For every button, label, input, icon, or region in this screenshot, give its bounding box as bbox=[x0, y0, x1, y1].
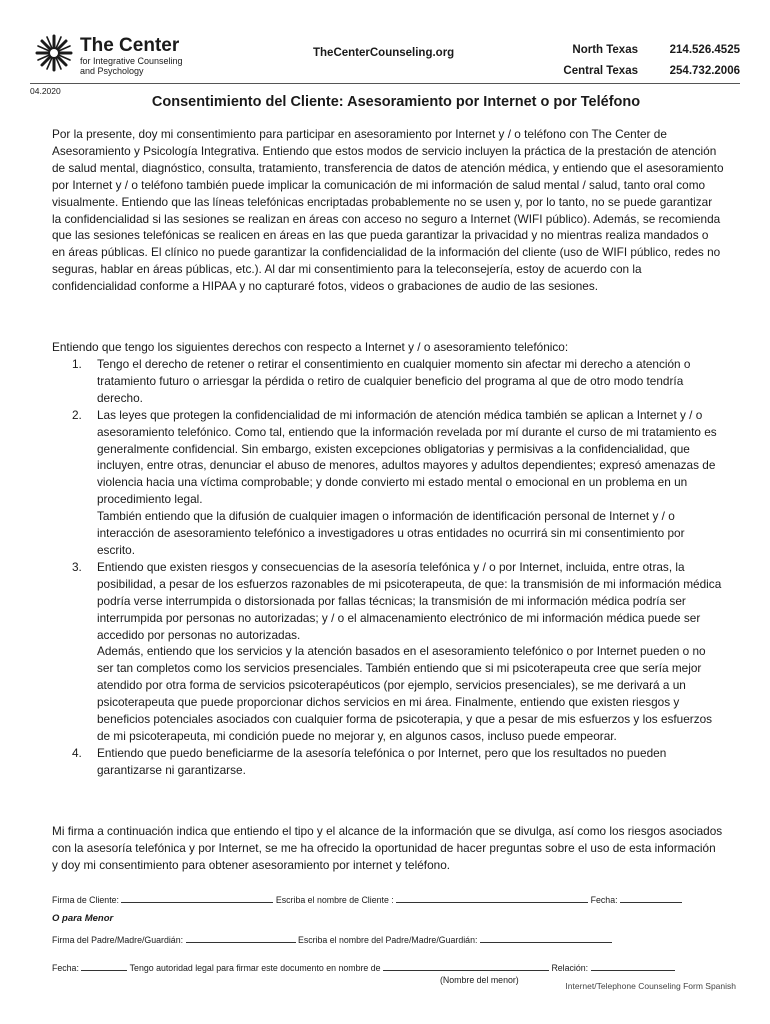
client-name-label: Escriba el nombre de Cliente : bbox=[275, 895, 394, 905]
client-signature-row bbox=[52, 893, 682, 906]
relation-field[interactable] bbox=[591, 961, 675, 971]
client-date-field[interactable] bbox=[620, 893, 682, 903]
list-item bbox=[52, 407, 724, 559]
document-title: Consentimiento del Cliente: Asesoramiento por Internet o por Teléfono bbox=[151, 94, 641, 110]
client-name-field[interactable] bbox=[396, 893, 588, 903]
authority-row bbox=[52, 961, 675, 974]
contact-phone: 254.732.2006 bbox=[669, 65, 740, 77]
list-item-text: Entiendo que existen riesgos y consecuencias de la asesoría telefónica y / o por Internet, incluida, entre otras, la posibilidad, a pesar de los esfuerzos razonables de mi psicoterapeuta, de que: la transmisión de mi información médica podría verse interrumpida o distorsionada por fallas técnicas; la transmisión de mi información médica podría ser interrumpida por personas no autorizadas; y / o el almacenamiento electrónico de mi información médica puede ser accedido por personas no autorizadas. bbox=[97, 559, 722, 642]
center-logo-icon bbox=[34, 33, 74, 73]
guardian-signature-field[interactable] bbox=[186, 933, 296, 943]
contact-region: Central Texas bbox=[563, 65, 638, 77]
list-item-text: Las leyes que protegen la confidencialidad de mi información de atención médica también se aplican a Internet y / o asesoramiento telefónico. Como tal, entiendo que la información revelada por mí durante el curso de mi tratamiento es generalmente confidencial. Sin embargo, existen excepciones obligatorias y permisivas a la confidencialidad, que incluyen, entre otras, denunciar el abuso de menores, adultos mayores y adultos dependientes; expresó amenazas de violencia hacia una víctima comprobable; y donde convierto mi estado mental o emocional en un problema en un procedimiento legal. bbox=[97, 407, 717, 507]
list-item bbox=[52, 745, 724, 779]
closing-paragraph: Mi firma a continuación indica que entiendo el tipo y el alcance de la información que se divulga, así como los riesgos asociados con la asesoría telefónica y por Internet, se me ha ofrecido la oportunidad de hacer preguntas sobre el uso de esta información y doy mi consentimiento para obtener asesoramiento por internet y teléfono. bbox=[52, 824, 723, 872]
list-item-text: Además, entiendo que los servicios y la atención basados en el asesoramiento telefónico o por Internet pueden o no ser tan completos como los servicios presenciales. También entiendo que si mi psicoterapeuta cree que sería mejor atendido por otra forma de servicios psicoterapéuticos (por ejemplo, servicios presenciales), se me derivará a un psicoterapeuta que puede proporcionar dichos servicios en mi área. Finalmente, entiendo que existen riesgos y beneficios potenciales asociados con cualquier forma de psicoterapia, y que a pesar de mis esfuerzos y los esfuerzos de mi psicoterapeuta, mi condición puede no mejorar y, en algunos casos, incluso puede empeorar. bbox=[97, 644, 713, 743]
header-divider bbox=[30, 83, 740, 84]
brand-subtitle-line-2: and Psychology bbox=[80, 66, 144, 76]
contact-central-texas bbox=[563, 61, 740, 82]
form-identifier: Internet/Telephone Counseling Form Spanish bbox=[565, 981, 736, 991]
list-number: 2. bbox=[72, 407, 82, 422]
contact-phone: 214.526.4525 bbox=[669, 44, 740, 56]
authority-statement: Tengo autoridad legal para firmar este documento en nombre de bbox=[129, 963, 381, 973]
list-number: 3. bbox=[72, 559, 82, 574]
minor-name-field[interactable] bbox=[383, 961, 549, 971]
revision-date: 04.2020 bbox=[30, 86, 61, 96]
rights-lead: Entiendo que tengo los siguientes derechos con respecto a Internet y / o asesoramiento telefónico: bbox=[52, 340, 569, 354]
contact-region: North Texas bbox=[572, 44, 638, 56]
contact-north-texas bbox=[563, 40, 740, 61]
relation-label: Relación: bbox=[551, 963, 589, 973]
client-signature-field[interactable] bbox=[121, 893, 273, 903]
rights-list bbox=[52, 356, 724, 779]
guardian-signature-label: Firma del Padre/Madre/Guardián: bbox=[52, 935, 184, 945]
contact-phones bbox=[563, 40, 740, 82]
brand-name: The Center bbox=[80, 35, 180, 56]
minor-date-field[interactable] bbox=[81, 961, 127, 971]
guardian-signature-row bbox=[52, 933, 612, 946]
client-date-label: Fecha: bbox=[590, 895, 618, 905]
client-signature-label: Firma de Cliente: bbox=[52, 895, 119, 905]
brand-subtitle-line-1: for Integrative Counseling bbox=[80, 56, 183, 66]
list-item-text: También entiendo que la difusión de cualquier imagen o información de identificación personal de Internet y / o interacción de asesoramiento telefónico a investigadores u otras entidades no ocurrirá sin mi consentimiento por escrito. bbox=[97, 509, 685, 557]
intro-paragraph: Por la presente, doy mi consentimiento para participar en asesoramiento por Internet y / o teléfono con The Center de Asesoramiento y Psicología Integrativa. Entiendo que estos modos de servicio incluyen la práctica de la prestación de atención de salud mental, diagnóstico, consulta, tratamiento, transferencia de datos de atención médica, y entiendo que el asesoramiento por Internet y / o teléfono también puede implicar la comunicación de mi información de salud mental / salud, tanto oral como visualmente. Entiendo que las líneas telefónicas encriptadas probablemente no se usen y, por lo tanto, no se puede garantizar la confidencialidad si las sesiones se realizan en áreas con acceso no seguro a Internet (WIFI público). Además, se recomienda que las sesiones telefónicas se realicen en áreas en las que pueda garantizar la privacidad y no mientras realiza mandados o en áreas públicas. El clínico no puede garantizar la confidencialidad de la información del cliente (uso de WIFI público, redes no seguras, hablar en áreas públicas, etc.). Al dar mi consentimiento para la teleconsejería, estoy de acuerdo con la confidencialidad conforme a HIPAA y no capturaré fotos, videos o grabaciones de audio de las sesiones. bbox=[52, 127, 724, 294]
guardian-name-label: Escriba el nombre del Padre/Madre/Guardián: bbox=[297, 935, 478, 945]
minor-name-caption: (Nombre del menor) bbox=[440, 975, 519, 985]
list-item-text: Tengo el derecho de retener o retirar el consentimiento en cualquier momento sin afectar mi derecho a atención o tratamiento futuro o arriesgar la pérdida o retiro de cualquier beneficio del programa al que de otro modo tendría derecho. bbox=[97, 357, 691, 405]
list-item bbox=[52, 559, 724, 745]
list-number: 1. bbox=[72, 357, 82, 371]
guardian-name-field[interactable] bbox=[480, 933, 612, 943]
brand-block bbox=[80, 36, 183, 76]
list-item bbox=[52, 356, 724, 407]
list-item-text: Entiendo que puedo beneficiarme de la asesoría telefónica o por Internet, pero que los resultados no pueden garantizarse ni garantizarse. bbox=[97, 745, 667, 777]
website-url: TheCenterCounseling.org bbox=[313, 47, 455, 59]
list-number: 4. bbox=[72, 745, 82, 760]
minor-heading: O para Menor bbox=[52, 913, 114, 924]
minor-date-label: Fecha: bbox=[52, 963, 79, 973]
